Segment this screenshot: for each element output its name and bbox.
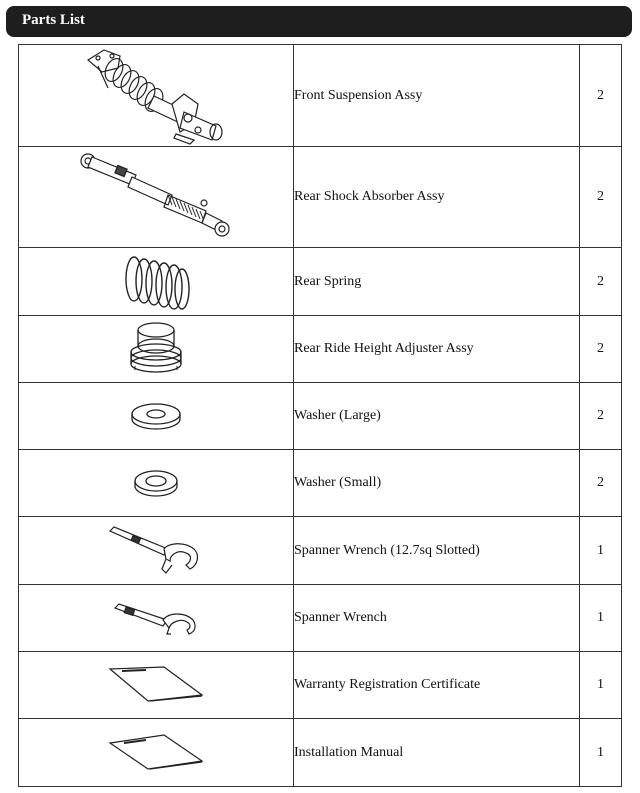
part-quantity: 2 bbox=[580, 147, 622, 248]
part-quantity: 1 bbox=[580, 585, 622, 652]
part-name: Spanner Wrench (12.7sq Slotted) bbox=[294, 517, 580, 585]
page-title: Parts List bbox=[22, 12, 85, 28]
part-image-cell bbox=[19, 248, 294, 316]
spanner-wrench-icon bbox=[111, 598, 201, 638]
part-name: Front Suspension Assy bbox=[294, 45, 580, 147]
part-name: Washer (Small) bbox=[294, 450, 580, 517]
part-name: Spanner Wrench bbox=[294, 585, 580, 652]
table-row bbox=[19, 147, 622, 248]
certificate-icon bbox=[106, 665, 206, 705]
part-image-cell bbox=[19, 450, 294, 517]
part-image-cell bbox=[19, 585, 294, 652]
front-suspension-icon bbox=[76, 46, 236, 146]
part-name: Washer (Large) bbox=[294, 383, 580, 450]
part-image-cell bbox=[19, 652, 294, 719]
manual-icon bbox=[106, 733, 206, 773]
part-quantity: 2 bbox=[580, 316, 622, 383]
part-quantity: 2 bbox=[580, 450, 622, 517]
table-row bbox=[19, 719, 622, 787]
washer-small-icon bbox=[128, 465, 184, 501]
part-image-cell bbox=[19, 383, 294, 450]
rear-shock-absorber-icon bbox=[76, 149, 236, 245]
table-row bbox=[19, 316, 622, 383]
part-image-cell bbox=[19, 719, 294, 787]
part-image-cell bbox=[19, 316, 294, 383]
washer-large-icon bbox=[126, 398, 186, 434]
table-row bbox=[19, 652, 622, 719]
table-row bbox=[19, 450, 622, 517]
part-image-cell bbox=[19, 45, 294, 147]
part-image-cell bbox=[19, 147, 294, 248]
table-row bbox=[19, 383, 622, 450]
ride-height-adjuster-icon bbox=[121, 318, 191, 380]
table-row bbox=[19, 248, 622, 316]
rear-spring-icon bbox=[116, 251, 196, 313]
part-name: Rear Ride Height Adjuster Assy bbox=[294, 316, 580, 383]
table-row bbox=[19, 585, 622, 652]
part-name: Rear Spring bbox=[294, 248, 580, 316]
part-quantity: 1 bbox=[580, 652, 622, 719]
part-name: Warranty Registration Certificate bbox=[294, 652, 580, 719]
part-quantity: 1 bbox=[580, 517, 622, 585]
table-row bbox=[19, 517, 622, 585]
part-name: Installation Manual bbox=[294, 719, 580, 787]
table-row bbox=[19, 45, 622, 147]
part-name: Rear Shock Absorber Assy bbox=[294, 147, 580, 248]
part-quantity: 1 bbox=[580, 719, 622, 787]
parts-list-header bbox=[6, 6, 632, 37]
part-image-cell bbox=[19, 517, 294, 585]
part-quantity: 2 bbox=[580, 383, 622, 450]
part-quantity: 2 bbox=[580, 248, 622, 316]
part-quantity: 2 bbox=[580, 45, 622, 147]
slotted-spanner-wrench-icon bbox=[106, 525, 206, 577]
parts-table bbox=[18, 44, 622, 787]
